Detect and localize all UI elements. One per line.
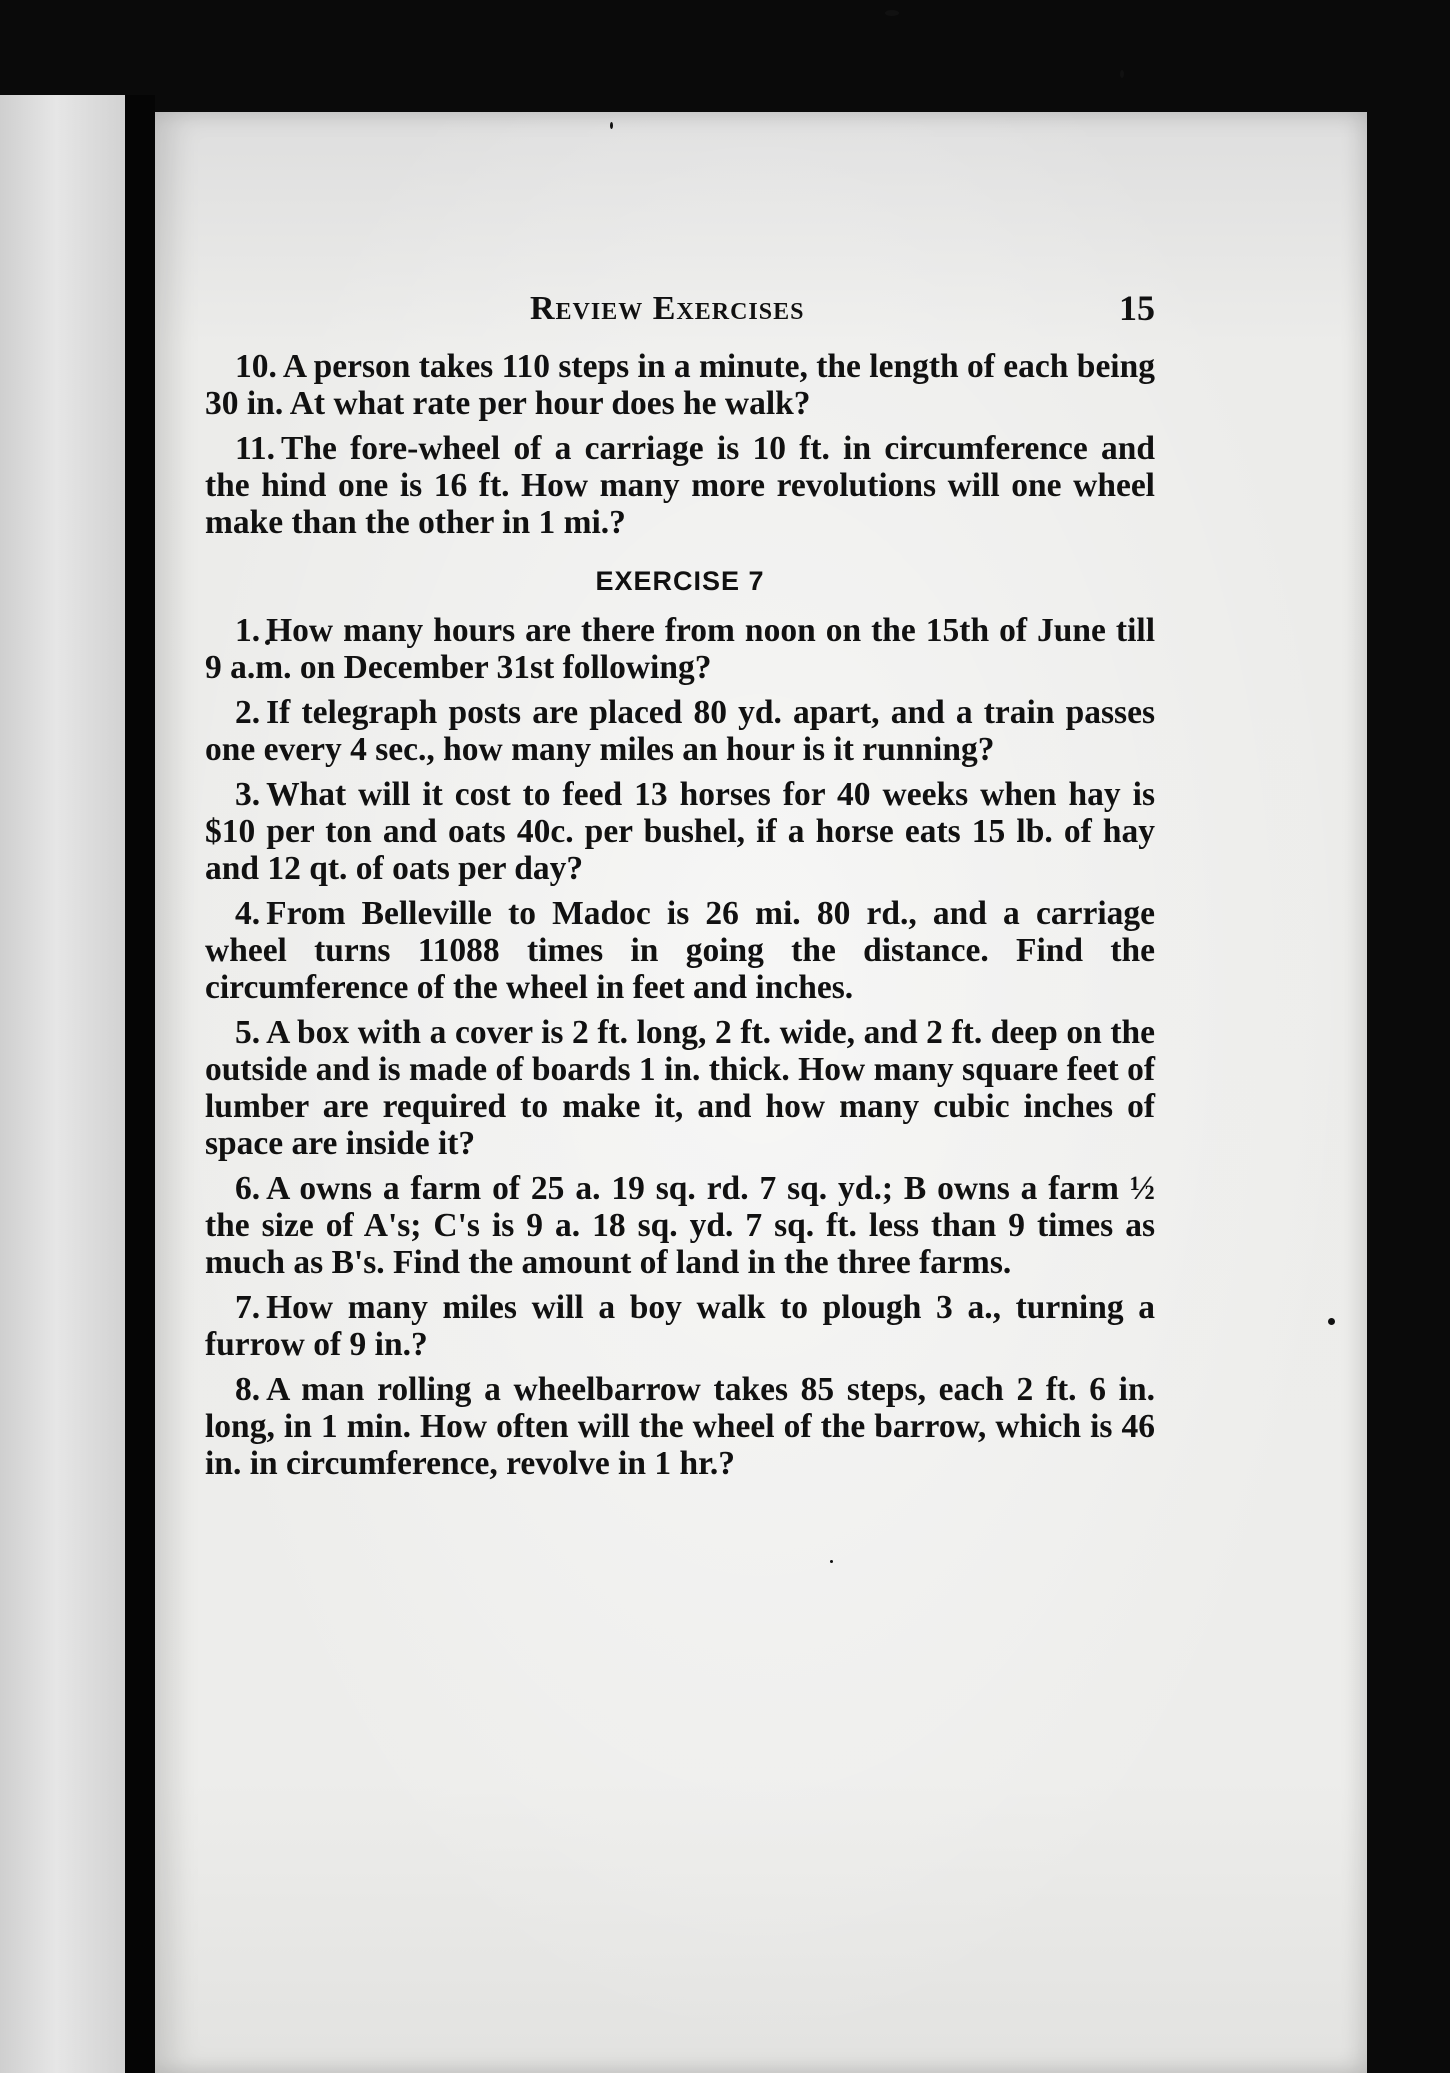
page-header — [205, 290, 1155, 342]
problem-number: 6. — [235, 1170, 261, 1207]
scan-speck — [885, 10, 899, 16]
problem-text: If telegraph posts are placed 80 yd. apart, and a train passes one every 4 sec., how many miles an hour is it running? — [205, 694, 1155, 768]
problem-10 — [205, 348, 1155, 422]
exercise-problem-7 — [205, 1289, 1155, 1363]
problem-number: 2. — [235, 694, 261, 731]
page-content — [205, 290, 1155, 1490]
exercise-problem-2 — [205, 694, 1155, 768]
problem-text: A owns a farm of 25 a. 19 sq. rd. 7 sq. yd.; B owns a farm ½ the size of A's; C's is 9 a. 18 sq. yd. 7 sq. ft. less than 9 times as much as B's. Find the amount of land in the three farms. — [205, 1170, 1155, 1281]
problem-text: How many miles will a boy walk to plough 3 a., turning a furrow of 9 in.? — [205, 1289, 1155, 1363]
scan-speck — [1120, 70, 1124, 78]
problem-text: What will it cost to feed 13 horses for 40 weeks when hay is $10 per ton and oats 40c. per bushel, if a horse eats 15 lb. of hay and 12 qt. of oats per day? — [205, 776, 1155, 887]
problem-number: 10. — [235, 348, 277, 385]
exercise-heading: EXERCISE 7 — [595, 566, 765, 596]
scan-speck — [830, 1560, 833, 1563]
page-number: 15 — [1119, 288, 1155, 328]
problem-number: 7. — [235, 1289, 261, 1326]
problem-text: From Belleville to Madoc is 26 mi. 80 rd., and a carriage wheel turns 11088 times in going the distance. Find the circumference of the wheel in feet and inches. — [205, 895, 1155, 1006]
problem-text: A man rolling a wheelbarrow takes 85 steps, each 2 ft. 6 in. long, in 1 min. How often will the wheel of the barrow, which is 46 in. in circumference, revolve in 1 hr.? — [205, 1371, 1155, 1482]
exercise-problem-3 — [205, 776, 1155, 887]
gutter-shadow — [125, 95, 155, 2073]
problem-text: A box with a cover is 2 ft. long, 2 ft. wide, and 2 ft. deep on the outside and is made of boards 1 in. thick. How many square feet of lumber are required to make it, and how many cubic inches of space are inside it? — [205, 1014, 1155, 1162]
problem-number: 4. — [235, 895, 261, 932]
problem-11 — [205, 430, 1155, 541]
adjacent-page-edge — [0, 95, 125, 2073]
problem-number: 8. — [235, 1371, 261, 1408]
scan-speck — [610, 122, 613, 129]
scan-speck — [1328, 1318, 1335, 1325]
problem-number: 3. — [235, 776, 261, 813]
exercise-problem-4 — [205, 895, 1155, 1006]
running-head: Review Exercises — [530, 290, 805, 327]
exercise-problem-6 — [205, 1170, 1155, 1281]
exercise-problem-5 — [205, 1014, 1155, 1162]
problem-text: The fore-wheel of a carriage is 10 ft. in circumference and the hind one is 16 ft. How many more revolutions will one wheel make than the other in 1 mi.? — [205, 430, 1155, 541]
problem-number: 5. — [235, 1014, 261, 1051]
problem-text: How many hours are there from noon on the 15th of June till 9 a.m. on December 31st following? — [205, 612, 1155, 686]
exercise-problem-8 — [205, 1371, 1155, 1482]
problem-number: 1. — [235, 612, 261, 649]
problem-number: 11. — [235, 430, 276, 467]
problem-text: A person takes 110 steps in a minute, the length of each being 30 in. At what rate per hour does he walk? — [205, 348, 1155, 422]
exercise-problem-1 — [205, 612, 1155, 686]
